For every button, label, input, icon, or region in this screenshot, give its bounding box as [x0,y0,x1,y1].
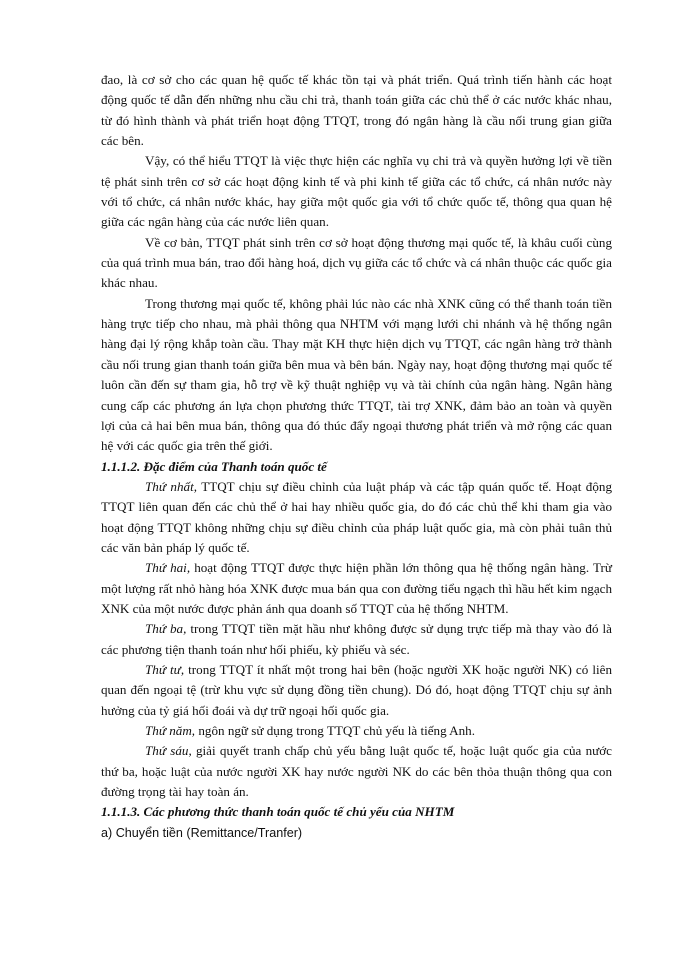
feature-lead-6: Thứ sáu, [145,743,192,759]
feature-paragraph-2 [101,558,612,619]
section-heading-payment-methods: 1.1.1.3. Các phương thức thanh toán quốc tế chủ yếu của NHTM [101,804,455,820]
feature-lead-3: Thứ ba, [145,621,187,637]
feature-paragraph-3 [101,619,612,660]
feature-paragraph-5 [101,721,612,741]
paragraph-intro-continued: đao, là cơ sở cho các quan hệ quốc tế khác tồn tại và phát triển. Quá trình tiến hành các hoạt động quốc tế dẫn đến những nhu cầu chi trả, thanh toán giữa các chủ thể ở các nước khác nhau, từ đó hình thành và phát triển hoạt động TTQT, trong đó ngân hàng là cầu nối trung gian giữa các bên. [101,72,612,149]
paragraph-ttqt-definition: Vậy, có thể hiểu TTQT là việc thực hiện các nghĩa vụ chi trả và quyền hưởng lợi về tiền tệ phát sinh trên cơ sở các hoạt động kinh tế và phi kinh tế giữa các tổ chức, cá nhân nước này với tổ chức, cá nhân nước khác, hay giữa một quốc gia với tổ chức quốc tế, thông qua quan hệ giữa các ngân hàng của các nước liên quan. [101,153,612,230]
feature-lead-1: Thứ nhất, [145,478,197,494]
feature-text-4: trong TTQT ít nhất một trong hai bên (hoặc người XK hoặc người NK) có liên quan đến ngoại tệ (trừ khu vực sử dụng đồng tiền chung). Dó đó, hoạt động TTQT chịu sự ảnh hưởng của tỷ giá hối đoái và dự trữ ngoại hối quốc gia. [101,661,612,718]
paragraph-ttqt-basis: Về cơ bản, TTQT phát sinh trên cơ sở hoạt động thương mại quốc tế, là khâu cuối cùng của quá trình mua bán, trao đổi hàng hoá, dịch vụ giữa các tổ chức và cá nhân thuộc các quốc gia khác nhau. [101,234,612,291]
section-heading-characteristics: 1.1.1.2. Đặc điểm của Thanh toán quốc tế [101,458,327,474]
feature-lead-4: Thứ tư, [145,661,185,677]
feature-paragraph-4 [101,660,612,721]
paragraph-bank-role: Trong thương mại quốc tế, không phải lúc nào các nhà XNK cũng có thể thanh toán tiền hàng trực tiếp cho nhau, mà phải thông qua NHTM với mạng lưới chi nhánh và hệ thống ngân hàng đại lý rộng khắp toàn cầu. Thay mặt KH thực hiện dịch vụ TTQT, các ngân hàng trở thành cầu nối trung gian thanh toán giữa bên mua và bên bán. Ngày nay, hoạt động thương mại quốc tế luôn cần đến sự tham gia, hỗ trợ về kỹ thuật nghiệp vụ và tài chính của ngân hàng. Ngân hàng cung cấp các phương án lựa chọn phương thức TTQT, tài trợ XNK, đảm bảo an toàn và quyền lợi của cả hai bên mua bán, thông qua đó thúc đẩy ngoại thương phát triển và mở rộng các quan hệ với các quốc gia trên thế giới. [101,295,612,454]
feature-lead-2: Thứ hai, [145,560,191,576]
feature-text-6: giải quyết tranh chấp chủ yếu bằng luật quốc tế, hoặc luật quốc gia của nước thứ ba, hoặc luật của nước người XK hay nước người NK do các bên thỏa thuận thông qua con đường trọng tài hay toàn án. [101,743,612,800]
feature-paragraph-1 [101,477,612,558]
feature-text-3: trong TTQT tiền mặt hầu như không được sử dụng trực tiếp mà thay vào đó là các phương tiện thanh toán như hối phiếu, kỳ phiếu và séc. [101,621,612,657]
document-page [101,70,612,843]
feature-text-1: TTQT chịu sự điều chỉnh của luật pháp và các tập quán quốc tế. Hoạt động TTQT liên quan đến các chủ thể ở hai hay nhiều quốc gia, do đó các chủ thể khi tham gia vào hoạt động TTQT không những chịu sự điều chỉnh của pháp luật quốc gia, mà còn phải tuân thủ các văn bản pháp lý quốc tế. [101,478,612,555]
feature-lead-5: Thứ năm, [145,723,196,738]
subsection-remittance: a) Chuyển tiền (Remittance/Tranfer) [101,825,303,840]
feature-text-2: hoạt động TTQT được thực hiện phần lớn thông qua hệ thống ngân hàng. Trừ một lượng rất nhỏ hàng hóa XNK được mua bán qua con đường tiểu ngạch thì hầu hết kim ngạch XNK của một nước được phản ánh qua doanh số TTQT của hệ thống NHTM. [101,560,612,616]
feature-paragraph-6 [101,741,612,802]
feature-text-5: ngôn ngữ sử dụng trong TTQT chủ yếu là tiếng Anh. [195,723,476,738]
